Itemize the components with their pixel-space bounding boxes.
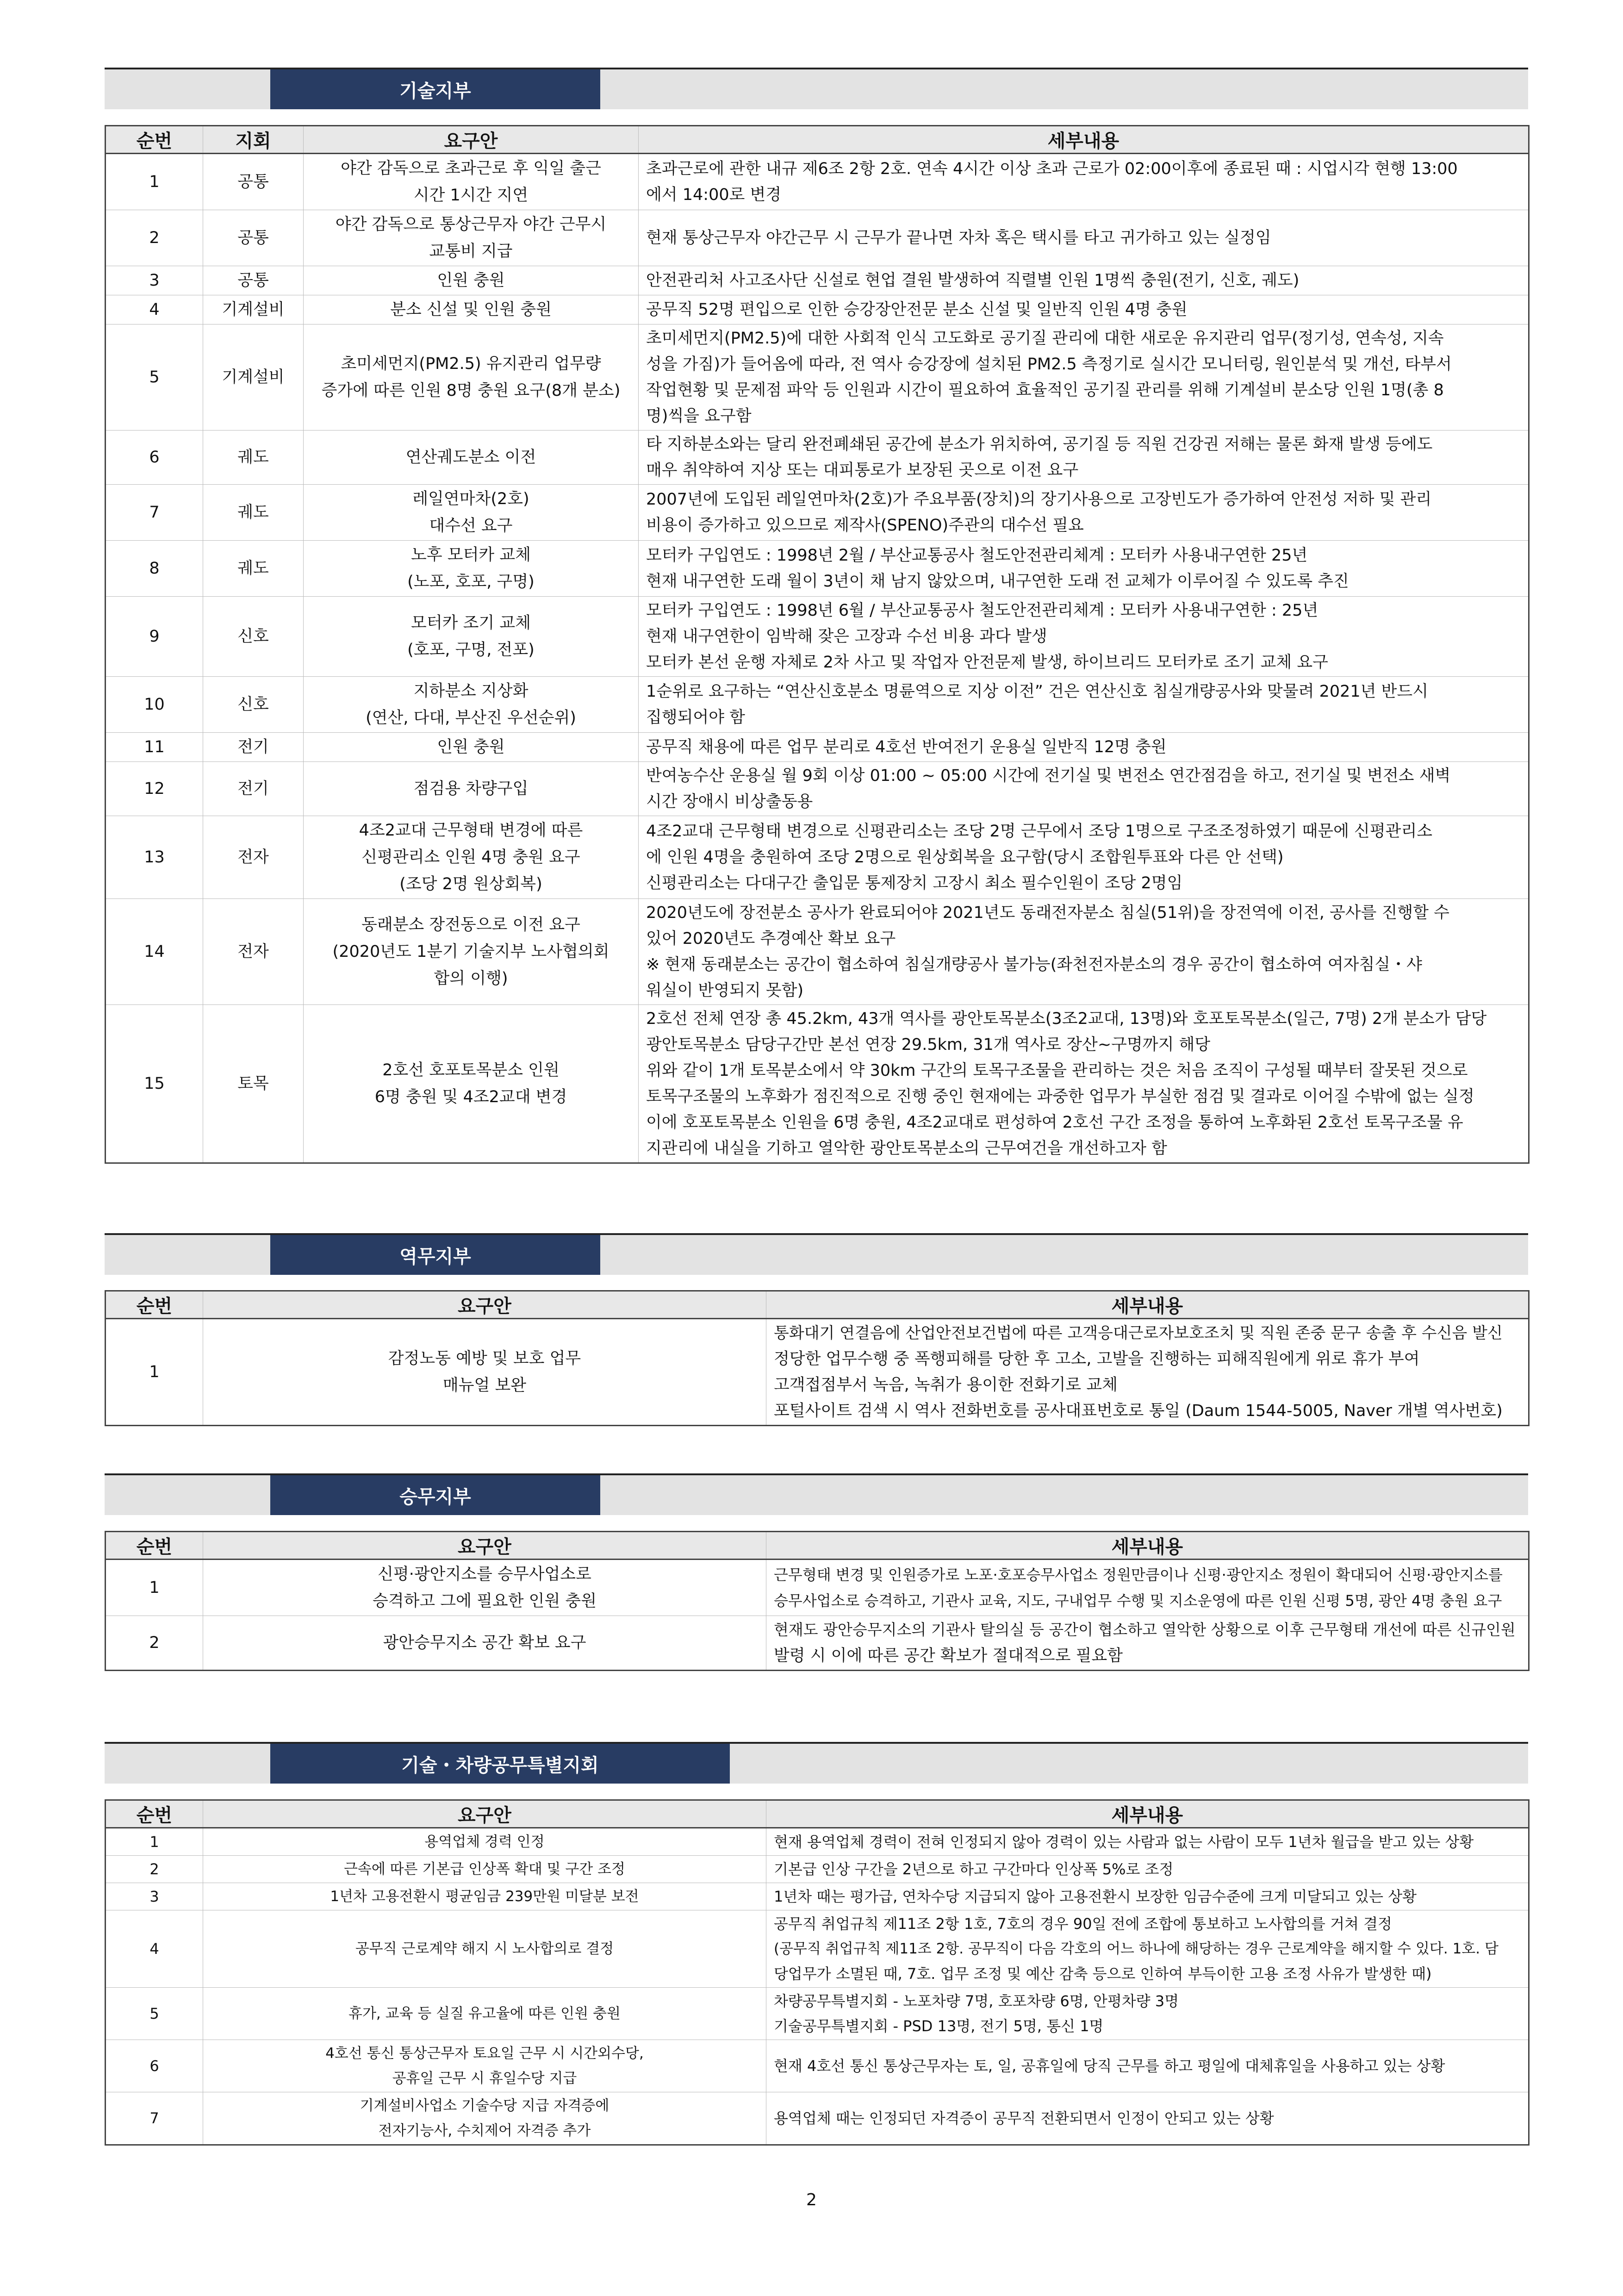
section-special — [105, 1742, 1528, 1784]
detail-cell — [766, 1856, 1529, 1883]
request-cell — [304, 295, 639, 324]
request-cell — [304, 677, 639, 733]
section-tech — [105, 68, 1528, 109]
section-header — [105, 1233, 1528, 1275]
detail-cell — [639, 485, 1529, 541]
request-cell — [203, 1616, 766, 1671]
detail-line: 근무형태 변경 및 인원증가로 노포·호포승무사업소 정원만큼이나 신평·광안지소 정원이 확대되어 신평·광안지소를 — [774, 1566, 1503, 1584]
table-special — [105, 1799, 1530, 2146]
request-line: 지하분소 지상화 — [413, 682, 529, 700]
branch-cell: 기계설비 — [203, 324, 304, 430]
detail-cell — [766, 1988, 1529, 2040]
request-cell — [203, 1910, 766, 1988]
detail-cell — [639, 1005, 1529, 1163]
detail-line: 모터카 구입연도 : 1998년 6월 / 부산교통공사 철도안전관리체계 : 모터카 사용내구연한 : 25년 — [646, 601, 1318, 620]
row-number: 4 — [106, 1910, 203, 1988]
section-title: 승무지부 — [270, 1475, 600, 1515]
detail-cell — [766, 2040, 1529, 2092]
request-cell — [203, 1856, 766, 1883]
request-line: 승격하고 그에 필요한 인원 충원 — [372, 1592, 597, 1610]
col-header-detail: 세부내용 — [766, 1291, 1529, 1319]
table-row — [106, 1828, 1529, 1856]
row-number: 1 — [106, 154, 203, 210]
row-number: 6 — [106, 430, 203, 485]
detail-line: 현재 4호선 통신 통상근무자는 토, 일, 공휴일에 당직 근무를 하고 평일에 대체휴일을 사용하고 있는 상황 — [774, 2057, 1445, 2075]
request-line: 대수선 요구 — [429, 517, 513, 535]
row-number: 2 — [106, 1856, 203, 1883]
request-line: 매뉴얼 보완 — [442, 1376, 527, 1395]
detail-line: 비용이 증가하고 있으므로 제작사(SPENO)주관의 대수선 필요 — [646, 516, 1084, 535]
table-row — [106, 154, 1529, 210]
request-line: 신평·광안지소를 승무사업소로 — [378, 1565, 591, 1584]
detail-line: 성을 가짐)가 들어옴에 따라, 전 역사 승강장에 설치된 PM2.5 측정기로 실시간 모니터링, 원인분석 및 개선, 타부서 — [646, 355, 1452, 374]
request-line: 연산궤도분소 이전 — [405, 448, 536, 467]
request-cell — [203, 1828, 766, 1856]
page-number: 2 — [806, 2190, 817, 2209]
request-cell — [203, 1560, 766, 1616]
request-line: 합의 이행) — [434, 969, 508, 988]
detail-line: 포털사이트 검색 시 역사 전화번호를 공사대표번호로 통일 (Daum 1544-5005, Naver 개별 역사번호) — [774, 1402, 1503, 1420]
request-cell — [304, 597, 639, 677]
detail-line: 기본급 인상 구간을 2년으로 하고 구간마다 인상폭 5%로 조정 — [774, 1860, 1174, 1878]
detail-cell — [639, 899, 1529, 1005]
table-row — [106, 1319, 1529, 1426]
table-station — [105, 1290, 1530, 1426]
request-cell — [203, 2092, 766, 2145]
col-header-request: 요구안 — [203, 1291, 766, 1319]
col-header-branch: 지회 — [203, 126, 304, 154]
table-row — [106, 541, 1529, 597]
request-line: 모터카 조기 교체 — [411, 614, 531, 632]
detail-cell — [766, 1828, 1529, 1856]
detail-cell — [639, 541, 1529, 597]
table-row — [106, 1910, 1529, 1988]
table-row — [106, 2092, 1529, 2145]
branch-cell: 신호 — [203, 677, 304, 733]
detail-line: 타 지하분소와는 달리 완전폐쇄된 공간에 분소가 위치하여, 공기질 등 직원 건강권 저해는 물론 화재 발생 등에도 — [646, 435, 1433, 454]
request-line: 광안승무지소 공간 확보 요구 — [383, 1634, 586, 1652]
detail-line: 정당한 업무수행 중 폭행피해를 당한 후 고소, 고발을 진행하는 피해직원에게 위로 휴가 부여 — [774, 1350, 1420, 1368]
detail-line: 있어 2020년도 추경예산 확보 요구 — [646, 930, 896, 948]
request-line: 교통비 지급 — [429, 242, 513, 261]
branch-cell: 공통 — [203, 210, 304, 266]
col-header-request: 요구안 — [304, 126, 639, 154]
detail-line: 현재 통상근무자 야간근무 시 근무가 끝나면 자차 혹은 택시를 타고 귀가하고 있는 실정임 — [646, 229, 1271, 247]
detail-line: 현재 용역업체 경력이 전혀 인정되지 않아 경력이 있는 사람과 없는 사람이 모두 1년차 월급을 받고 있는 상황 — [774, 1833, 1474, 1851]
request-cell — [304, 485, 639, 541]
request-cell — [304, 154, 639, 210]
request-line: (조당 2명 원상회복) — [399, 875, 542, 893]
detail-line: 작업현황 및 문제점 파악 등 인원과 시간이 필요하여 효율적인 공기질 관리를 위해 기계설비 분소당 인원 1명(총 8 — [646, 381, 1444, 399]
row-number: 4 — [106, 295, 203, 324]
detail-line: 모터카 본선 운행 자체로 2차 사고 및 작업자 안전문제 발생, 하이브리드 모터카로 조기 교체 요구 — [646, 653, 1328, 672]
col-header-detail: 세부내용 — [766, 1800, 1529, 1828]
branch-cell: 궤도 — [203, 485, 304, 541]
request-line: 레일연마차(2호) — [412, 490, 529, 508]
request-line: 시간 1시간 지연 — [413, 186, 529, 205]
detail-cell — [639, 324, 1529, 430]
detail-line: 통화대기 연결음에 산업안전보건법에 따른 고객응대근로자보호조치 및 직원 존중 문구 송출 후 수신음 발신 — [774, 1324, 1503, 1342]
request-cell — [304, 1005, 639, 1163]
request-line: 용역업체 경력 인정 — [424, 1834, 545, 1850]
section-station — [105, 1233, 1528, 1275]
detail-line: (공무직 취업규칙 제11조 2항. 공무직이 다음 각호의 어느 하나에 해당하는 경우 근로계약을 해지할 수 있다. 1호. 담 — [774, 1940, 1499, 1957]
table-row — [106, 733, 1529, 762]
detail-line: 2020년도에 장전분소 공사가 완료되어야 2021년도 동래전자분소 침실(51위)을 장전역에 이전, 공사를 진행할 수 — [646, 904, 1449, 922]
request-line: (연산, 다대, 부산진 우선순위) — [366, 709, 576, 727]
detail-cell — [766, 2092, 1529, 2145]
detail-line: 광안토목분소 담당구간만 본선 연장 29.5km, 31개 역사로 장산~구명까지 해당 — [646, 1036, 1211, 1054]
table-tech — [105, 125, 1530, 1164]
detail-line: ※ 현재 동래분소는 공간이 협소하여 침실개량공사 불가능(좌천전자분소의 경우 공간이 협소하여 여자침실・샤 — [646, 955, 1422, 974]
branch-cell: 전자 — [203, 899, 304, 1005]
row-number: 10 — [106, 677, 203, 733]
detail-line: 당업무가 소멸된 때, 7호. 업무 조정 및 예산 감축 등으로 인하여 부득이한 고용 조정 사유가 발생한 때) — [774, 1965, 1432, 1983]
col-header-detail: 세부내용 — [766, 1532, 1529, 1560]
col-header-detail: 세부내용 — [639, 126, 1529, 154]
table-row — [106, 762, 1529, 816]
request-line: 4호선 통신 통상근무자 토요일 근무 시 시간외수당, — [325, 2045, 644, 2062]
request-cell — [203, 1883, 766, 1910]
request-line: 인원 충원 — [437, 271, 505, 290]
row-number: 5 — [106, 1988, 203, 2040]
detail-cell — [766, 1319, 1529, 1426]
table-row — [106, 210, 1529, 266]
branch-cell: 전자 — [203, 816, 304, 899]
detail-line: 현재 내구연한이 임박해 잦은 고장과 수선 비용 과다 발생 — [646, 627, 1047, 646]
branch-cell: 공통 — [203, 154, 304, 210]
request-line: 감정노동 예방 및 보호 업무 — [388, 1349, 581, 1368]
branch-cell: 기계설비 — [203, 295, 304, 324]
detail-line: 현재 내구연한 도래 월이 3년이 채 남지 않았으며, 내구연한 도래 전 교체가 이루어질 수 있도록 추진 — [646, 572, 1349, 591]
table-row — [106, 1616, 1529, 1671]
branch-cell: 신호 — [203, 597, 304, 677]
table-row — [106, 597, 1529, 677]
col-header-no: 순번 — [106, 1532, 203, 1560]
request-cell — [304, 541, 639, 597]
request-line: 공무직 근로계약 해지 시 노사합의로 결정 — [355, 1940, 614, 1957]
row-number: 7 — [106, 2092, 203, 2145]
detail-cell — [639, 210, 1529, 266]
table-row — [106, 2040, 1529, 2092]
request-cell — [304, 210, 639, 266]
detail-line: 매우 취약하여 지상 또는 대피통로가 보장된 곳으로 이전 요구 — [646, 461, 1079, 480]
detail-line: 차량공무특별지회 - 노포차량 7명, 호포차량 6명, 안평차량 3명 — [774, 1992, 1179, 2010]
col-header-no: 순번 — [106, 126, 203, 154]
detail-line: 1년차 때는 평가급, 연차수당 지급되지 않아 고용전환시 보장한 임금수준에 크게 미달되고 있는 상황 — [774, 1888, 1417, 1905]
table-row — [106, 1988, 1529, 2040]
row-number: 9 — [106, 597, 203, 677]
row-number: 7 — [106, 485, 203, 541]
row-number: 15 — [106, 1005, 203, 1163]
detail-line: 반여농수산 운용실 월 9회 이상 01:00 ~ 05:00 시간에 전기실 및 변전소 연간점검을 하고, 전기실 및 변전소 새벽 — [646, 767, 1451, 785]
detail-line: 안전관리처 사고조사단 신설로 현업 결원 발생하여 직렬별 인원 1명씩 충원(전기, 신호, 궤도) — [646, 271, 1300, 290]
request-line: (호포, 구명, 전포) — [407, 641, 535, 659]
row-number: 3 — [106, 1883, 203, 1910]
row-number: 12 — [106, 762, 203, 816]
request-line: 기계설비사업소 기술수당 지급 자격증에 — [360, 2097, 609, 2114]
detail-line: 초미세먼지(PM2.5)에 대한 사회적 인식 고도화로 공기질 관리에 대한 새로운 유지관리 업무(정기성, 연속성, 지속 — [646, 329, 1444, 348]
branch-cell: 궤도 — [203, 430, 304, 485]
table-row — [106, 324, 1529, 430]
table-row — [106, 266, 1529, 295]
request-line: 전자기능사, 수치제어 자격증 추가 — [378, 2122, 591, 2139]
table-row — [106, 485, 1529, 541]
row-number: 8 — [106, 541, 203, 597]
row-number: 1 — [106, 1828, 203, 1856]
section-title: 기술・차량공무특별지회 — [270, 1744, 730, 1784]
table-row — [106, 1560, 1529, 1616]
detail-line: 용역업체 때는 인정되던 자격증이 공무직 전환되면서 인정이 안되고 있는 상황 — [774, 2109, 1274, 2127]
request-line: 노후 모터카 교체 — [411, 546, 531, 564]
detail-cell — [766, 1560, 1529, 1616]
detail-cell — [766, 1616, 1529, 1671]
detail-cell — [639, 154, 1529, 210]
branch-cell: 토목 — [203, 1005, 304, 1163]
request-line: 근속에 따른 기본급 인상폭 확대 및 구간 조정 — [343, 1861, 625, 1878]
request-line: 점검용 차량구입 — [413, 780, 529, 798]
detail-line: 신평관리소는 다대구간 출입문 통제장치 고장시 최소 필수인원이 조당 2명임 — [646, 874, 1183, 892]
col-header-request: 요구안 — [203, 1800, 766, 1828]
detail-line: 고객접점부서 녹음, 녹취가 용이한 전화기로 교체 — [774, 1376, 1118, 1394]
table-row — [106, 816, 1529, 899]
detail-line: 초과근로에 관한 내규 제6조 2항 2호. 연속 4시간 이상 초과 근로가 02:00이후에 종료된 때 : 시업시각 현행 13:00 — [646, 160, 1458, 178]
request-line: 공휴일 근무 시 휴일수당 지급 — [392, 2070, 577, 2087]
detail-line: 에 인원 4명을 충원하여 조당 2명으로 원상회복을 요구함(당시 조합원투표와 다른 안 선택) — [646, 848, 1284, 867]
request-line: 인원 충원 — [437, 738, 505, 756]
request-line: 6명 충원 및 4조2교대 변경 — [374, 1088, 567, 1106]
col-header-request: 요구안 — [203, 1532, 766, 1560]
row-number: 2 — [106, 1616, 203, 1671]
row-number: 2 — [106, 210, 203, 266]
row-number: 6 — [106, 2040, 203, 2092]
detail-cell — [766, 1883, 1529, 1910]
branch-cell: 전기 — [203, 733, 304, 762]
table-row — [106, 1856, 1529, 1883]
detail-line: 공무직 취업규칙 제11조 2항 1호, 7호의 경우 90일 전에 조합에 통보하고 노사합의를 거쳐 결정 — [774, 1915, 1392, 1933]
detail-cell — [639, 597, 1529, 677]
request-line: 휴가, 교육 등 실질 유고율에 따른 인원 충원 — [348, 2005, 621, 2022]
detail-cell — [639, 816, 1529, 899]
section-title: 역무지부 — [270, 1235, 600, 1275]
request-line: 초미세먼지(PM2.5) 유지관리 업무량 — [341, 355, 601, 373]
branch-cell: 궤도 — [203, 541, 304, 597]
request-cell — [203, 1319, 766, 1426]
section-crew — [105, 1473, 1528, 1515]
request-line: 2호선 호포토목분소 인원 — [382, 1061, 560, 1079]
request-line: 야간 감독으로 통상근무자 야간 근무시 — [335, 215, 607, 234]
section-header — [105, 1473, 1528, 1515]
request-line: (2020년도 1분기 기술지부 노사협의회 — [332, 942, 609, 961]
detail-line: 시간 장애시 비상출동용 — [646, 792, 813, 811]
detail-cell — [639, 266, 1529, 295]
detail-line: 에서 14:00로 변경 — [646, 186, 782, 204]
detail-cell — [639, 677, 1529, 733]
col-header-no: 순번 — [106, 1800, 203, 1828]
row-number: 1 — [106, 1319, 203, 1426]
section-header — [105, 68, 1528, 109]
request-cell — [304, 266, 639, 295]
detail-line: 현재도 광안승무지소의 기관사 탈의실 등 공간이 협소하고 열악한 상황으로 이후 근무형태 개선에 따른 신규인원 — [774, 1621, 1516, 1639]
row-number: 3 — [106, 266, 203, 295]
detail-line: 토목구조물의 노후화가 점진적으로 진행 중인 현재에는 과중한 업무가 부실한 점검 및 결과로 이어질 수밖에 없는 실정 — [646, 1087, 1474, 1106]
request-cell — [304, 899, 639, 1005]
table-row — [106, 1883, 1529, 1910]
request-cell — [304, 816, 639, 899]
table-crew — [105, 1531, 1530, 1671]
detail-line: 지관리에 내실을 기하고 열악한 광안토목분소의 근무여건을 개선하고자 함 — [646, 1139, 1167, 1158]
request-cell — [304, 324, 639, 430]
table-row — [106, 430, 1529, 485]
request-cell — [304, 762, 639, 816]
request-line: 1년차 고용전환시 평균임금 239만원 미달분 보전 — [330, 1888, 639, 1905]
detail-line: 워실이 반영되지 못함) — [646, 981, 804, 1000]
detail-line: 집행되어야 함 — [646, 708, 745, 727]
branch-cell: 공통 — [203, 266, 304, 295]
branch-cell: 전기 — [203, 762, 304, 816]
detail-line: 승무사업소로 승격하고, 기관사 교육, 지도, 구내업무 수행 및 지소운영에 따른 인원 신평 5명, 광안 4명 충원 요구 — [774, 1592, 1502, 1610]
table-row — [106, 677, 1529, 733]
detail-cell — [639, 733, 1529, 762]
detail-line: 공무직 채용에 따른 업무 분리로 4호선 반여전기 운용실 일반직 12명 충원 — [646, 738, 1167, 756]
detail-line: 모터카 구입연도 : 1998년 2월 / 부산교통공사 철도안전관리체계 : 모터카 사용내구연한 25년 — [646, 546, 1308, 565]
row-number: 1 — [106, 1560, 203, 1616]
request-cell — [304, 430, 639, 485]
row-number: 14 — [106, 899, 203, 1005]
row-number: 11 — [106, 733, 203, 762]
detail-line: 위와 같이 1개 토목분소에서 약 30km 구간의 토목구조물을 관리하는 것은 처음 조직이 구성될 때부터 잘못된 것으로 — [646, 1061, 1468, 1080]
detail-line: 2007년에 도입된 레일연마차(2호)가 주요부품(장치)의 장기사용으로 고장빈도가 증가하여 안전성 저하 및 관리 — [646, 490, 1432, 509]
request-line: 신평관리소 인원 4명 충원 요구 — [361, 848, 580, 867]
detail-line: 4조2교대 근무형태 변경으로 신평관리소는 조당 2명 근무에서 조당 1명으로 구조조정하였기 때문에 신평관리소 — [646, 822, 1433, 841]
col-header-no: 순번 — [106, 1291, 203, 1319]
section-title: 기술지부 — [270, 69, 600, 109]
section-header — [105, 1742, 1528, 1784]
detail-line: 기술공무특별지회 - PSD 13명, 전기 5명, 통신 1명 — [774, 2017, 1104, 2035]
request-line: 증가에 따른 인원 8명 충원 요구(8개 분소) — [321, 381, 621, 400]
detail-cell — [639, 430, 1529, 485]
detail-line: 1순위로 요구하는 “연산신호분소 명륜역으로 지상 이전” 건은 연산신호 침실개량공사와 맞물려 2021년 반드시 — [646, 682, 1429, 701]
detail-cell — [639, 762, 1529, 816]
detail-line: 명)씩을 요구함 — [646, 407, 752, 425]
detail-line: 이에 호포토목분소 인원을 6명 충원, 4조2교대로 편성하여 2호선 구간 조정을 통하여 노후화된 2호선 토목구조물 유 — [646, 1113, 1463, 1132]
row-number: 5 — [106, 324, 203, 430]
request-cell — [304, 733, 639, 762]
detail-line: 공무직 52명 편입으로 인한 승강장안전문 분소 신설 및 일반직 인원 4명 충원 — [646, 300, 1188, 319]
table-row — [106, 295, 1529, 324]
row-number: 13 — [106, 816, 203, 899]
request-cell — [203, 2040, 766, 2092]
table-row — [106, 1005, 1529, 1163]
detail-cell — [766, 1910, 1529, 1988]
detail-line: 발령 시 이에 따른 공간 확보가 절대적으로 필요함 — [774, 1647, 1123, 1665]
request-line: 4조2교대 근무형태 변경에 따른 — [359, 821, 583, 840]
request-line: 분소 신설 및 인원 충원 — [390, 300, 552, 319]
table-row — [106, 899, 1529, 1005]
request-line: 야간 감독으로 초과근로 후 익일 출근 — [341, 159, 601, 178]
request-line: (노포, 호포, 구명) — [407, 573, 535, 591]
request-line: 동래분소 장전동으로 이전 요구 — [361, 916, 580, 934]
detail-line: 2호선 전체 연장 총 45.2km, 43개 역사를 광안토목분소(3조2교대, 13명)와 호포토목분소(일근, 7명) 2개 분소가 담당 — [646, 1010, 1487, 1028]
request-cell — [203, 1988, 766, 2040]
detail-cell — [639, 295, 1529, 324]
